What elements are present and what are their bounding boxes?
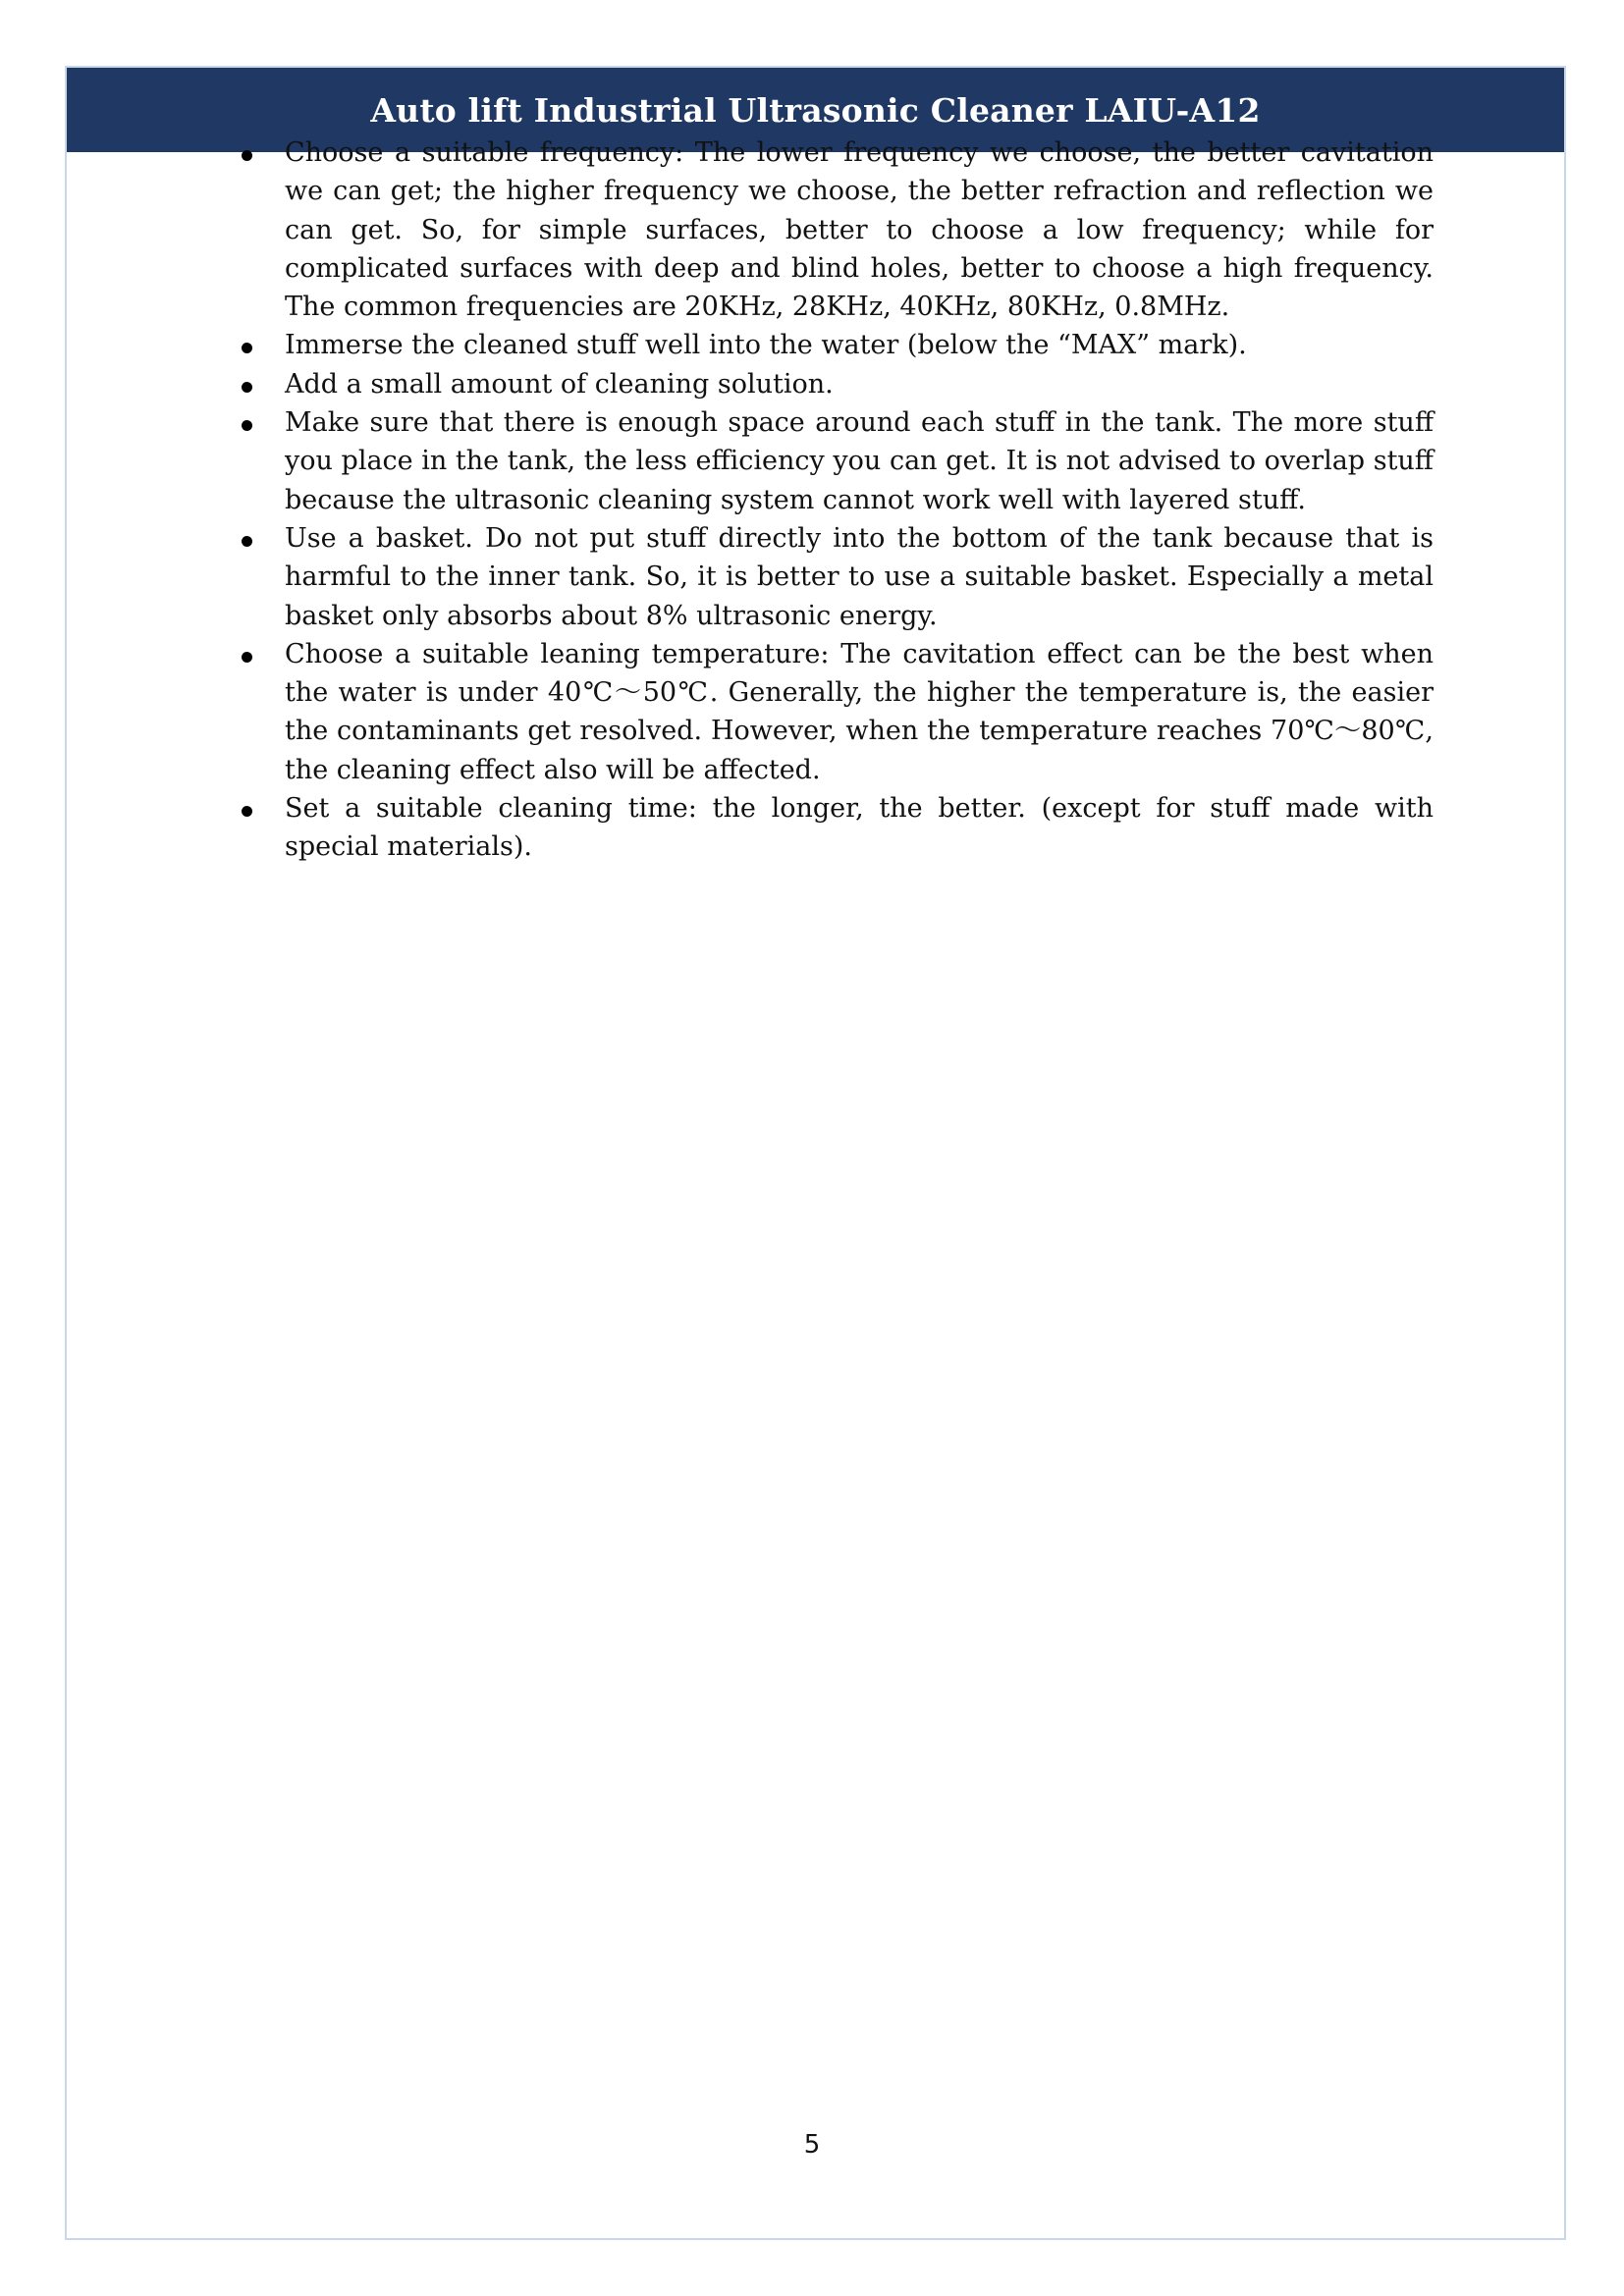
list-item-text: Add a small amount of cleaning solution. [285,368,834,400]
bullet-dot-icon [242,420,252,431]
list-item-text: Choose a suitable frequency: The lower frequency we choose, the better cavitation we can get; the higher frequency we choose, the better refraction and reflection we can get. So, for simple surfaces, better to choose a low frequency; while for complicated surfaces with deep and blind holes, better to choose a high frequency. The common frequencies are 20KHz, 28KHz, 40KHz, 80KHz, 0.8MHz. [285,137,1434,323]
list-item [234,519,1434,635]
list-item-text: Immerse the cleaned stuff well into the water (below the “MAX” mark). [285,330,1247,361]
list-item [234,403,1434,519]
list-item-text: Set a suitable cleaning time: the longer, the better. (except for stuff made with special materials). [285,793,1434,863]
bullet-dot-icon [242,150,252,161]
bullet-dot-icon [242,382,252,393]
list-item-text: Make sure that there is enough space around each stuff in the tank. The more stuff you place in the tank, the less efficiency you can get. It is not advised to overlap stuff because the ultrasonic cleaning system cannot work well with layered stuff. [285,407,1434,515]
list-item [234,789,1434,867]
document-title: Auto lift Industrial Ultrasonic Cleaner LAIU-A12 [370,90,1261,130]
bullet-dot-icon [242,343,252,353]
instruction-list [234,133,1434,867]
bullet-dot-icon [242,806,252,817]
list-item-text: Use a basket. Do not put stuff directly into the bottom of the tank because that is harmful to the inner tank. So, it is better to use a suitable basket. Especially a metal basket only absorbs about 8% ultrasonic energy. [285,522,1434,631]
list-item [234,133,1434,326]
page-number: 5 [803,2130,821,2160]
list-item [234,635,1434,789]
bullet-dot-icon [242,536,252,547]
list-item [234,365,1434,403]
bullet-dot-icon [242,652,252,663]
list-item [234,326,1434,364]
list-item-text: Choose a suitable leaning temperature: The cavitation effect can be the best when the water is under 40℃～50℃. Generally, the higher the temperature is, the easier the contaminants get resolved. However, when the temperature reaches 70℃～80℃, the cleaning effect also will be affected. [285,638,1434,785]
